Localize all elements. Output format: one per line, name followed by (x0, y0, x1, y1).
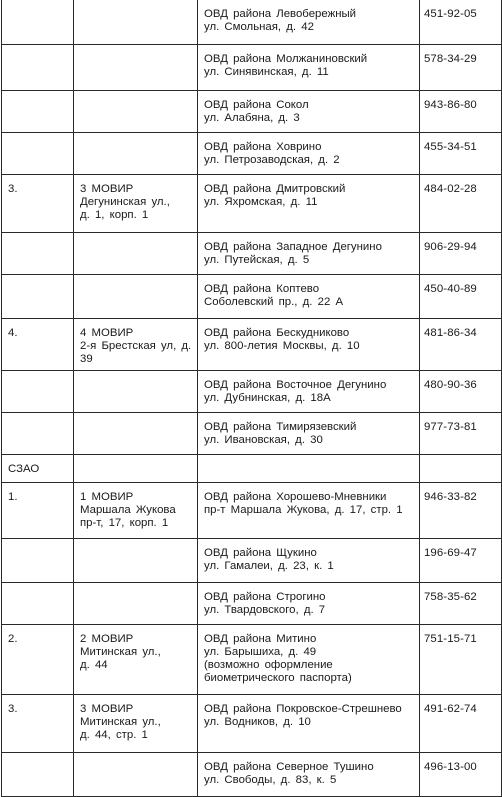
ovd-cell: ОВД района Ховрино ул. Петрозаводская, д. 2 (198, 132, 420, 174)
row-number-cell (2, 132, 74, 174)
ovd-cell: ОВД района Коптево Соболевский пр., д. 22 А (198, 274, 420, 318)
phone-cell: 480-90-36 (420, 370, 502, 412)
ovd-cell: ОВД района Хорошево-Мневники пр-т Маршала Жукова, д. 17, стр. 1 (198, 482, 420, 538)
phone-cell: 496-13-00 (420, 752, 502, 796)
table-row (2, 582, 502, 624)
phone-cell: 451-92-05 (420, 0, 502, 44)
row-number-cell: 4. (2, 318, 74, 370)
row-number-cell: 2. (2, 624, 74, 694)
movir-cell (74, 232, 198, 274)
table-row (2, 318, 502, 370)
phone-cell: 977-73-81 (420, 412, 502, 454)
movir-cell: 3 МОВИР Дегунинская ул., д. 1, корп. 1 (74, 174, 198, 232)
table-row (2, 232, 502, 274)
row-number-cell: 3. (2, 174, 74, 232)
table-row (2, 274, 502, 318)
ovd-cell: ОВД района Митино ул. Барышиха, д. 49 (возможно оформление биометрического паспорта) (198, 624, 420, 694)
table-row (2, 0, 502, 44)
movir-cell: 1 МОВИР Маршала Жукова пр-т, 17, корп. 1 (74, 482, 198, 538)
table-row (2, 694, 502, 752)
table-row (2, 624, 502, 694)
ovd-cell: ОВД района Бескудниково ул. 800-летия Москвы, д. 10 (198, 318, 420, 370)
ovd-cell: ОВД района Тимирязевский ул. Ивановская, д. 30 (198, 412, 420, 454)
row-number-cell (2, 232, 74, 274)
phone-cell: 484-02-28 (420, 174, 502, 232)
movir-cell (74, 454, 198, 482)
phone-cell: 906-29-94 (420, 232, 502, 274)
ovd-cell: ОВД района Строгино ул. Твардовского, д. 7 (198, 582, 420, 624)
phone-cell: 578-34-29 (420, 44, 502, 90)
table-row (2, 482, 502, 538)
ovd-cell: ОВД района Левобережный ул. Смольная, д. 42 (198, 0, 420, 44)
row-number-cell (2, 0, 74, 44)
ovd-cell: ОВД района Северное Тушино ул. Свободы, д. 83, к. 5 (198, 752, 420, 796)
movir-cell (74, 412, 198, 454)
row-number-cell: 3. (2, 694, 74, 752)
table-row (2, 454, 502, 482)
movir-cell (74, 132, 198, 174)
ovd-cell: ОВД района Западное Дегунино ул. Путейская, д. 5 (198, 232, 420, 274)
table-body (2, 0, 502, 796)
row-number-cell (2, 370, 74, 412)
ovd-table (1, 0, 502, 797)
row-number-cell (2, 582, 74, 624)
row-number-cell: 1. (2, 482, 74, 538)
movir-cell: 2 МОВИР Митинская ул., д. 44 (74, 624, 198, 694)
ovd-cell: ОВД района Сокол ул. Алабяна, д. 3 (198, 90, 420, 132)
table-row (2, 412, 502, 454)
movir-cell (74, 274, 198, 318)
phone-cell: 946-33-82 (420, 482, 502, 538)
movir-cell: 4 МОВИР 2-я Брестская ул, д. 39 (74, 318, 198, 370)
phone-cell: 450-40-89 (420, 274, 502, 318)
table-row (2, 174, 502, 232)
phone-cell: 481-86-34 (420, 318, 502, 370)
table-row (2, 370, 502, 412)
phone-cell: 491-62-74 (420, 694, 502, 752)
ovd-cell: ОВД района Молжаниновский ул. Синявинская, д. 11 (198, 44, 420, 90)
row-number-cell (2, 752, 74, 796)
ovd-cell (198, 454, 420, 482)
movir-cell (74, 90, 198, 132)
movir-cell (74, 752, 198, 796)
phone-cell: 455-34-51 (420, 132, 502, 174)
row-number-cell (2, 538, 74, 582)
phone-cell (420, 454, 502, 482)
ovd-cell: ОВД района Дмитровский ул. Яхромская, д. 11 (198, 174, 420, 232)
phone-cell: 758-35-62 (420, 582, 502, 624)
ovd-cell: ОВД района Восточное Дегунино ул. Дубнинская, д. 18А (198, 370, 420, 412)
phone-cell: 196-69-47 (420, 538, 502, 582)
movir-cell (74, 44, 198, 90)
row-number-cell (2, 274, 74, 318)
movir-cell (74, 370, 198, 412)
movir-cell (74, 0, 198, 44)
phone-cell: 943-86-80 (420, 90, 502, 132)
row-number-cell (2, 412, 74, 454)
ovd-cell: ОВД района Покровское-Стрешнево ул. Водников, д. 10 (198, 694, 420, 752)
movir-cell (74, 538, 198, 582)
table-row (2, 132, 502, 174)
movir-cell (74, 582, 198, 624)
table-row (2, 90, 502, 132)
table-row (2, 44, 502, 90)
movir-cell: 3 МОВИР Митинская ул., д. 44, стр. 1 (74, 694, 198, 752)
table-row (2, 538, 502, 582)
row-number-cell: СЗАО (2, 454, 74, 482)
ovd-cell: ОВД района Щукино ул. Гамалеи, д. 23, к. 1 (198, 538, 420, 582)
phone-cell: 751-15-71 (420, 624, 502, 694)
table-row (2, 752, 502, 796)
row-number-cell (2, 90, 74, 132)
row-number-cell (2, 44, 74, 90)
